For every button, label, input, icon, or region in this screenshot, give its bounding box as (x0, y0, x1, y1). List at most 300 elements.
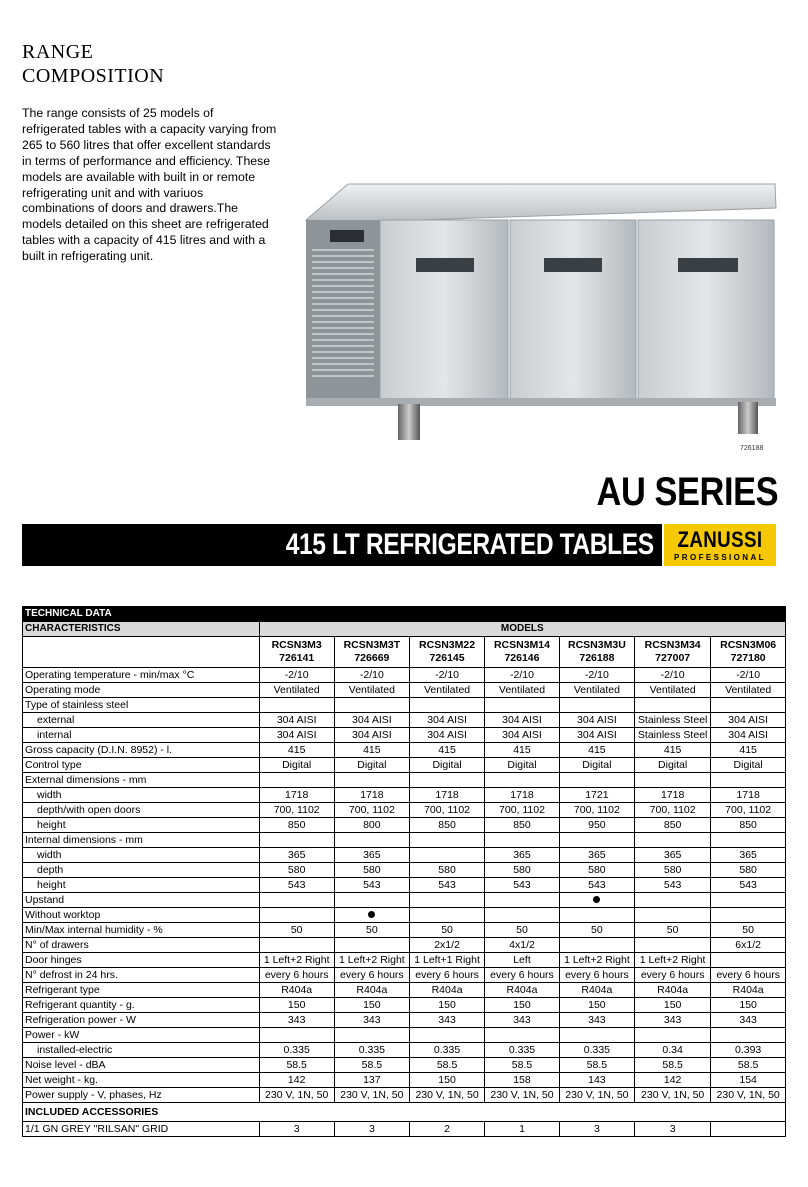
spec-value: R404a (485, 983, 560, 998)
spec-value: 365 (711, 848, 786, 863)
spec-label: N° of drawers (23, 938, 260, 953)
spec-value: 137 (334, 1073, 409, 1088)
spec-value: 580 (711, 863, 786, 878)
spec-value (409, 1028, 484, 1043)
spec-value: 543 (635, 878, 711, 893)
table-row (23, 893, 786, 908)
spec-label: External dimensions - mm (23, 773, 260, 788)
spec-value: 304 AISI (259, 713, 334, 728)
spec-value: 543 (334, 878, 409, 893)
spec-value: 50 (635, 923, 711, 938)
spec-value: 230 V, 1N, 50 (259, 1088, 334, 1103)
spec-label: Operating mode (23, 683, 260, 698)
spec-value: -2/10 (259, 668, 334, 683)
spec-value: 58.5 (259, 1058, 334, 1073)
range-heading-line1: RANGE (22, 41, 94, 63)
spec-value: 1 Left+2 Right (334, 953, 409, 968)
spec-value: 304 AISI (485, 713, 560, 728)
spec-value: 343 (635, 1013, 711, 1028)
spec-value: 0.335 (334, 1043, 409, 1058)
spec-value: 3 (334, 1122, 409, 1137)
spec-value (559, 698, 634, 713)
spec-value: -2/10 (334, 668, 409, 683)
spec-label: N° defrost in 24 hrs. (23, 968, 260, 983)
spec-label: Gross capacity (D.I.N. 8952) - l. (23, 743, 260, 758)
table-row (23, 908, 786, 923)
spec-value: Left (485, 953, 560, 968)
spec-value (485, 833, 560, 848)
spec-value: Ventilated (711, 683, 786, 698)
spec-value: 1 Left+2 Right (559, 953, 634, 968)
table-row (23, 983, 786, 998)
spec-value: 150 (409, 998, 484, 1013)
model-name: RCSN3M22 (419, 639, 476, 651)
model-header (485, 637, 560, 668)
spec-value: 2 (409, 1122, 484, 1137)
model-header (711, 637, 786, 668)
spec-value: every 6 hours (409, 968, 484, 983)
model-name: RCSN3M3T (343, 639, 401, 651)
model-header (334, 637, 409, 668)
spec-value: 1718 (635, 788, 711, 803)
spec-label: Min/Max internal humidity - % (23, 923, 260, 938)
spec-label: height (23, 818, 260, 833)
spec-label: Noise level - dBA (23, 1058, 260, 1073)
spec-value: Ventilated (334, 683, 409, 698)
spec-value: 543 (559, 878, 634, 893)
spec-value: 150 (409, 1073, 484, 1088)
model-label-spacer (23, 637, 260, 668)
spec-value: 50 (334, 923, 409, 938)
spec-value: every 6 hours (485, 968, 560, 983)
bullet-dot (593, 896, 600, 903)
bullet-dot (368, 911, 375, 918)
models-header: MODELS (259, 622, 785, 637)
spec-value: every 6 hours (711, 968, 786, 983)
spec-value (635, 773, 711, 788)
spec-value (559, 893, 634, 908)
spec-label: installed-electric (23, 1043, 260, 1058)
spec-value: 150 (334, 998, 409, 1013)
spec-value (711, 893, 786, 908)
spec-label: Refrigeration power - W (23, 1013, 260, 1028)
table-row (23, 758, 786, 773)
spec-value: 230 V, 1N, 50 (559, 1088, 634, 1103)
spec-value: 3 (635, 1122, 711, 1137)
table-row (23, 998, 786, 1013)
spec-value (409, 833, 484, 848)
spec-value: every 6 hours (635, 968, 711, 983)
spec-value: 150 (559, 998, 634, 1013)
spec-label: Type of stainless steel (23, 698, 260, 713)
spec-value (485, 773, 560, 788)
spec-value: R404a (559, 983, 634, 998)
spec-label: height (23, 878, 260, 893)
spec-value: 50 (409, 923, 484, 938)
spec-label: Upstand (23, 893, 260, 908)
spec-value (259, 908, 334, 923)
spec-value (334, 938, 409, 953)
spec-value: -2/10 (635, 668, 711, 683)
spec-value (259, 698, 334, 713)
spec-value: 3 (559, 1122, 634, 1137)
spec-value: Digital (334, 758, 409, 773)
spec-value: 304 AISI (409, 728, 484, 743)
table-row (23, 833, 786, 848)
spec-value: 415 (559, 743, 634, 758)
photo-code: 726188 (740, 445, 764, 452)
spec-value: 304 AISI (485, 728, 560, 743)
spec-label: depth/with open doors (23, 803, 260, 818)
spec-value: 365 (259, 848, 334, 863)
spec-value: 58.5 (334, 1058, 409, 1073)
table-row (23, 773, 786, 788)
spec-value: 4x1/2 (485, 938, 560, 953)
spec-value: R404a (259, 983, 334, 998)
spec-value: 580 (409, 863, 484, 878)
spec-value: 580 (559, 863, 634, 878)
table-row (23, 818, 786, 833)
spec-value (334, 893, 409, 908)
spec-value: 1718 (409, 788, 484, 803)
spec-value: 304 AISI (259, 728, 334, 743)
spec-value (711, 1122, 786, 1137)
spec-value: 800 (334, 818, 409, 833)
spec-value: 304 AISI (711, 713, 786, 728)
spec-value: 1718 (259, 788, 334, 803)
spec-value: 230 V, 1N, 50 (635, 1088, 711, 1103)
spec-value: 543 (259, 878, 334, 893)
spec-value: 230 V, 1N, 50 (334, 1088, 409, 1103)
spec-value: 50 (259, 923, 334, 938)
spec-value (559, 773, 634, 788)
spec-label: Power supply - V, phases, Hz (23, 1088, 260, 1103)
table-header-row (23, 622, 786, 637)
spec-value (635, 833, 711, 848)
spec-value: 343 (259, 1013, 334, 1028)
spec-value: -2/10 (485, 668, 560, 683)
spec-value: 365 (485, 848, 560, 863)
spec-value (334, 833, 409, 848)
table-row (23, 743, 786, 758)
spec-label: Power - kW (23, 1028, 260, 1043)
spec-label: width (23, 848, 260, 863)
spec-value: 0.393 (711, 1043, 786, 1058)
table-row (23, 803, 786, 818)
table-row (23, 848, 786, 863)
spec-value: 850 (259, 818, 334, 833)
spec-value: 415 (711, 743, 786, 758)
spec-value: 850 (485, 818, 560, 833)
spec-value: 365 (559, 848, 634, 863)
spec-value: 700, 1102 (559, 803, 634, 818)
spec-value: 343 (334, 1013, 409, 1028)
spec-value (711, 698, 786, 713)
range-description: The range consists of 25 models of refrigerated tables with a capacity varying from 265 to 560 litres that offer excellent standards in terms of performance and efficiency. These models are available with built in or remote refrigerating unit and with variuos combinations of doors and drawers.The models detailed on this sheet are refrigerated tables with a capacity of 415 litres and with a built in refrigerating unit. (22, 106, 277, 264)
spec-value: 58.5 (409, 1058, 484, 1073)
spec-value (485, 908, 560, 923)
spec-value: 415 (409, 743, 484, 758)
model-name: RCSN3M06 (720, 639, 777, 651)
spec-value (409, 893, 484, 908)
spec-value: 580 (334, 863, 409, 878)
spec-value: 1 (485, 1122, 560, 1137)
spec-value: every 6 hours (334, 968, 409, 983)
spec-value (259, 1028, 334, 1043)
spec-value: 304 AISI (559, 728, 634, 743)
spec-value: 415 (259, 743, 334, 758)
spec-value: R404a (409, 983, 484, 998)
model-name: RCSN3M3 (271, 639, 322, 651)
spec-value: 154 (711, 1073, 786, 1088)
spec-label: external (23, 713, 260, 728)
spec-value: every 6 hours (559, 968, 634, 983)
spec-value: Digital (559, 758, 634, 773)
spec-label: Internal dimensions - mm (23, 833, 260, 848)
spec-value: 343 (485, 1013, 560, 1028)
model-code: 726669 (354, 652, 390, 664)
spec-value: 304 AISI (559, 713, 634, 728)
spec-value: 700, 1102 (635, 803, 711, 818)
spec-value: 50 (485, 923, 560, 938)
table-row (23, 968, 786, 983)
spec-value: 150 (711, 998, 786, 1013)
table-row (23, 953, 786, 968)
spec-value: 1 Left+1 Right (409, 953, 484, 968)
spec-label: 1/1 GN GREY "RILSAN" GRID (23, 1122, 260, 1137)
spec-value: 58.5 (635, 1058, 711, 1073)
spec-value: 230 V, 1N, 50 (711, 1088, 786, 1103)
spec-value (635, 893, 711, 908)
table-row (23, 788, 786, 803)
spec-value (711, 773, 786, 788)
table-row (23, 1058, 786, 1073)
model-header (559, 637, 634, 668)
table-row (23, 1073, 786, 1088)
spec-value: 850 (635, 818, 711, 833)
spec-label: depth (23, 863, 260, 878)
spec-value: 1718 (711, 788, 786, 803)
spec-value: 50 (559, 923, 634, 938)
spec-value: 343 (559, 1013, 634, 1028)
spec-label: Door hinges (23, 953, 260, 968)
spec-value (711, 953, 786, 968)
spec-value: 304 AISI (711, 728, 786, 743)
spec-value: 580 (635, 863, 711, 878)
model-code: 726146 (504, 652, 540, 664)
spec-value: 6x1/2 (711, 938, 786, 953)
spec-value: Digital (409, 758, 484, 773)
spec-value (334, 908, 409, 923)
spec-value: every 6 hours (259, 968, 334, 983)
spec-value: 150 (259, 998, 334, 1013)
spec-value: 850 (711, 818, 786, 833)
spec-value: 850 (409, 818, 484, 833)
spec-value (711, 908, 786, 923)
spec-value: 365 (635, 848, 711, 863)
spec-value: 343 (711, 1013, 786, 1028)
spec-value: Digital (711, 758, 786, 773)
spec-value: R404a (711, 983, 786, 998)
spec-label: Without worktop (23, 908, 260, 923)
spec-value: 158 (485, 1073, 560, 1088)
spec-value: 700, 1102 (711, 803, 786, 818)
spec-value: 1718 (485, 788, 560, 803)
spec-value: Stainless Steel (635, 728, 711, 743)
spec-value: 700, 1102 (334, 803, 409, 818)
spec-value (259, 773, 334, 788)
model-header (409, 637, 484, 668)
technical-data-table (22, 606, 786, 1137)
spec-label: Net weight - kg. (23, 1073, 260, 1088)
spec-value: 142 (635, 1073, 711, 1088)
spec-value: -2/10 (711, 668, 786, 683)
spec-value: 580 (485, 863, 560, 878)
spec-value (559, 938, 634, 953)
model-name: RCSN3M14 (493, 639, 550, 651)
spec-value: 415 (635, 743, 711, 758)
spec-value: -2/10 (409, 668, 484, 683)
range-heading-line2: COMPOSITION (22, 65, 165, 87)
model-header (635, 637, 711, 668)
spec-value: 0.34 (635, 1043, 711, 1058)
brand-logo (664, 524, 776, 566)
spec-value: 50 (711, 923, 786, 938)
refrigerated-table-photo (300, 180, 790, 458)
spec-value: 142 (259, 1073, 334, 1088)
spec-value: 304 AISI (334, 728, 409, 743)
table-row (23, 1013, 786, 1028)
spec-value (485, 893, 560, 908)
model-code: 726188 (579, 652, 615, 664)
model-code: 727007 (655, 652, 691, 664)
accessories-header: INCLUDED ACCESSORIES (23, 1103, 786, 1122)
table-row (23, 713, 786, 728)
spec-value: 3 (259, 1122, 334, 1137)
model-name: RCSN3M34 (644, 639, 701, 651)
spec-value: Ventilated (559, 683, 634, 698)
spec-value (409, 908, 484, 923)
spec-value (259, 833, 334, 848)
table-row (23, 1043, 786, 1058)
spec-value: 0.335 (559, 1043, 634, 1058)
spec-value: 58.5 (711, 1058, 786, 1073)
spec-value: Digital (259, 758, 334, 773)
spec-value (485, 698, 560, 713)
spec-value: 580 (259, 863, 334, 878)
spec-value: 58.5 (485, 1058, 560, 1073)
spec-value (409, 698, 484, 713)
title-band (22, 524, 662, 566)
table-title: TECHNICAL DATA (23, 607, 786, 622)
spec-label: width (23, 788, 260, 803)
model-code: 727180 (730, 652, 766, 664)
spec-value: R404a (334, 983, 409, 998)
table-row (23, 878, 786, 893)
spec-value (485, 1028, 560, 1043)
spec-value: 343 (409, 1013, 484, 1028)
model-code: 726141 (279, 652, 315, 664)
table-row (23, 728, 786, 743)
spec-value: R404a (635, 983, 711, 998)
spec-value: 950 (559, 818, 634, 833)
table-row (23, 923, 786, 938)
characteristics-header: CHARACTERISTICS (23, 622, 260, 637)
table-title-row (23, 607, 786, 622)
spec-value (409, 848, 484, 863)
spec-label: Refrigerant quantity - g. (23, 998, 260, 1013)
table-row (23, 698, 786, 713)
spec-value: 0.335 (485, 1043, 560, 1058)
spec-value: 415 (485, 743, 560, 758)
model-name: RCSN3M3U (568, 639, 626, 651)
model-header (259, 637, 334, 668)
spec-value: 2x1/2 (409, 938, 484, 953)
spec-value (711, 1028, 786, 1043)
spec-value (559, 1028, 634, 1043)
spec-value (635, 1028, 711, 1043)
spec-value: 1 Left+2 Right (259, 953, 334, 968)
spec-value: Ventilated (485, 683, 560, 698)
spec-value: Ventilated (409, 683, 484, 698)
spec-value: 0.335 (259, 1043, 334, 1058)
spec-value: 0.335 (409, 1043, 484, 1058)
table-row (23, 1028, 786, 1043)
spec-value: 150 (485, 998, 560, 1013)
spec-value (259, 938, 334, 953)
spec-value: Ventilated (635, 683, 711, 698)
table-row (23, 938, 786, 953)
accessory-row (23, 1122, 786, 1137)
spec-value: 543 (409, 878, 484, 893)
spec-value: 150 (635, 998, 711, 1013)
spec-value: Digital (485, 758, 560, 773)
table-row (23, 863, 786, 878)
table-row (23, 668, 786, 683)
spec-value (635, 938, 711, 953)
spec-value (409, 773, 484, 788)
spec-value (635, 698, 711, 713)
spec-value: 143 (559, 1073, 634, 1088)
product-title: 415 LT REFRIGERATED TABLES (286, 528, 654, 561)
spec-value: 230 V, 1N, 50 (409, 1088, 484, 1103)
spec-label: Operating temperature - min/max °C (23, 668, 260, 683)
spec-value (711, 833, 786, 848)
spec-value: 543 (485, 878, 560, 893)
spec-label: internal (23, 728, 260, 743)
spec-value (635, 908, 711, 923)
accessories-header-row (23, 1103, 786, 1122)
table-row (23, 683, 786, 698)
spec-value: 700, 1102 (259, 803, 334, 818)
model-names-row (23, 637, 786, 668)
brand-subtitle: PROFESSIONAL (674, 553, 766, 562)
spec-value (559, 908, 634, 923)
spec-value (334, 773, 409, 788)
series-title: AU SERIES (596, 470, 778, 514)
spec-value: Digital (635, 758, 711, 773)
spec-value (559, 833, 634, 848)
model-code: 726145 (429, 652, 465, 664)
spec-value: 415 (334, 743, 409, 758)
brand-name: ZANUSSI (677, 527, 763, 552)
spec-value: 1 Left+2 Right (635, 953, 711, 968)
spec-value: 543 (711, 878, 786, 893)
spec-value: 304 AISI (409, 713, 484, 728)
spec-value: 230 V, 1N, 50 (485, 1088, 560, 1103)
spec-value (334, 698, 409, 713)
spec-value: Stainless Steel (635, 713, 711, 728)
